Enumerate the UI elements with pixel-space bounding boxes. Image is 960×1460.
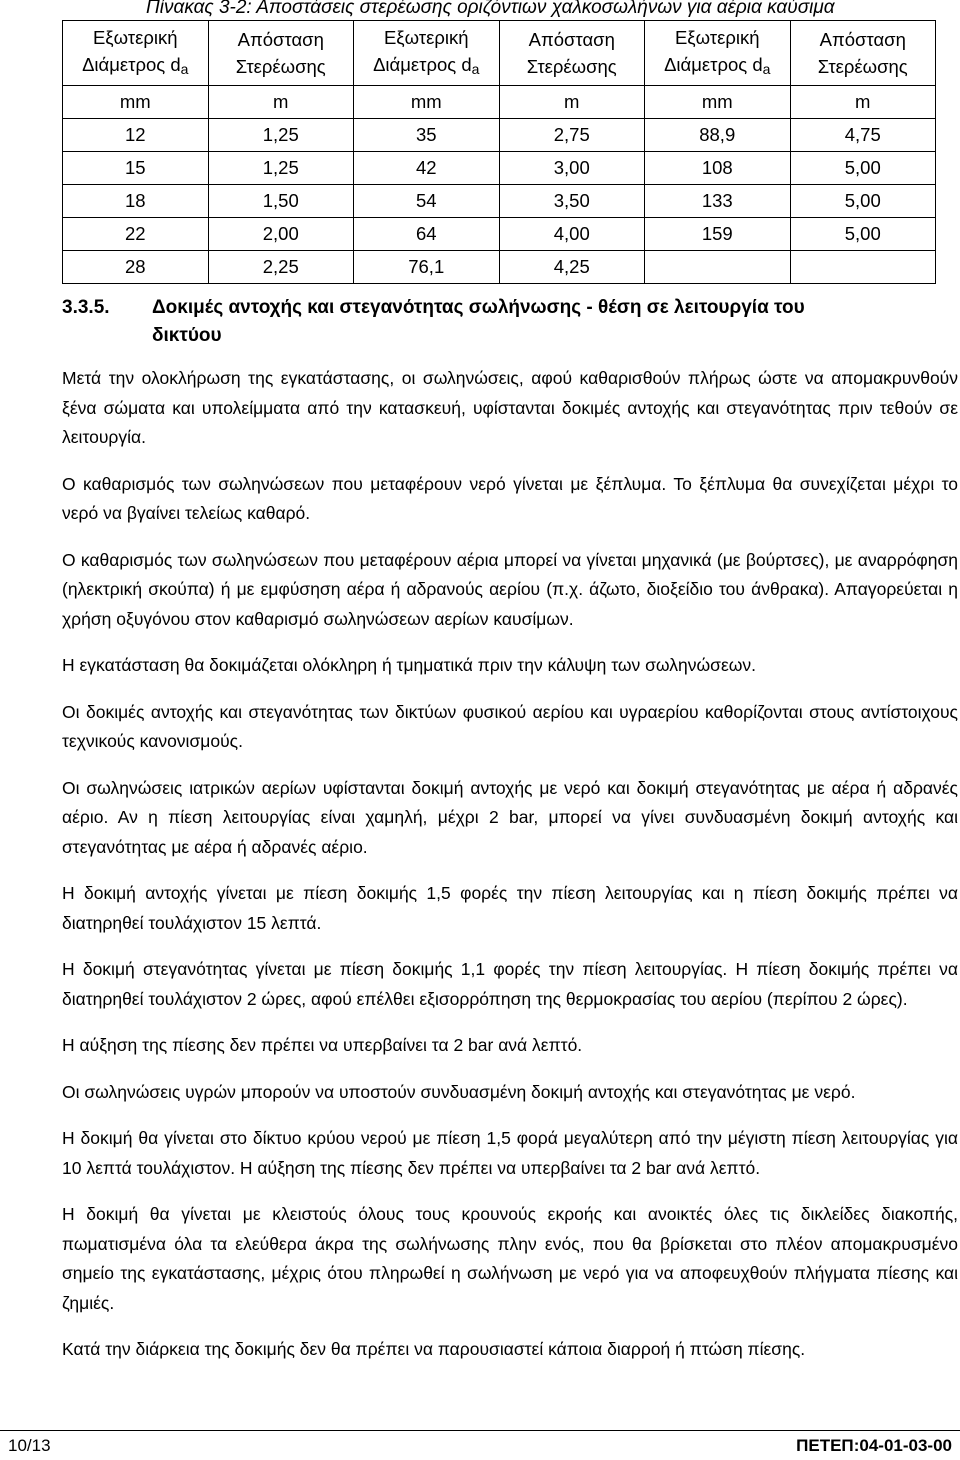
header-line2-text: Διάμετρος d <box>82 53 181 75</box>
document-code: ΠΕΤΕΠ:04-01-03-00 <box>796 1436 952 1455</box>
table-cell <box>790 251 936 284</box>
header-line2 <box>645 51 790 83</box>
paragraph: Η δοκιμή θα γίνεται στο δίκτυο κρύου νερού με πίεση 1,5 φορά μεγαλύτερη από την μέγιστη πίεση λειτουργίας για 10 λεπτά τουλάχιστον. Η αύξηση της πίεσης δεν πρέπει να υπερβαίνει τα 2 bar ανά λεπτό. <box>62 1128 958 1178</box>
table-cell: 5,00 <box>790 218 936 251</box>
paragraph: Ο καθαρισμός των σωληνώσεων που μεταφέρουν αέρια μπορεί να γίνεται μηχανικά (με βούρτσες), με αναρρόφηση (ηλεκτρική σκούπα) ή με εμφύσηση αέρα ή αδρανούς αερίου (π.χ. άζωτο, διοξείδιο του άνθρακα). Απαγορεύεται η χρήση οξυγόνου στον καθαρισμό σωληνώσεων αερίων καυσίμων. <box>62 549 958 629</box>
table-cell: 28 <box>63 251 209 284</box>
paragraph: Η δοκιμή αντοχής γίνεται με πίεση δοκιμής 1,5 φορές την πίεση λειτουργίας και η πίεση δοκιμής πρέπει να διατηρηθεί τουλάχιστον 15 λεπτά. <box>62 883 958 933</box>
header-line1: Εξωτερική <box>383 26 469 48</box>
table-cell: 108 <box>645 152 791 185</box>
table-caption: Πίνακας 3-2: Αποστάσεις στερέωσης οριζόντιων χαλκοσωλήνων για αέρια καύσιμα <box>146 0 835 18</box>
header-line1: Εξωτερική <box>674 26 760 48</box>
table-cell: 18 <box>63 185 209 218</box>
subscript: a <box>180 60 189 77</box>
table-cell: 15 <box>63 152 209 185</box>
header-line2 <box>209 53 354 80</box>
table-cell: 2,75 <box>499 119 645 152</box>
page-number: 10/13 <box>8 1436 51 1455</box>
header-cell <box>63 21 209 86</box>
paragraph: Οι σωληνώσεις ιατρικών αερίων υφίστανται δοκιμή αντοχής με νερό και δοκιμή στεγανότητας με αέρα ή αδρανές αέριο. Αν η πίεση λειτουργίας είναι χαμηλή, μέχρι 2 bar, μπορεί να γίνει συνδυασμένη δοκιμή αντοχής και στεγανότητας με αέρα ή αδρανές αέριο. <box>62 777 958 857</box>
fastening-distance-table <box>62 20 936 284</box>
table-cell: 35 <box>354 119 500 152</box>
header-line2-text: Στερέωσης <box>817 56 908 77</box>
table-cell: 4,25 <box>499 251 645 284</box>
table-row <box>63 185 936 218</box>
header-cell <box>208 21 354 86</box>
table-cell: 88,9 <box>645 119 791 152</box>
table-cell: 3,50 <box>499 185 645 218</box>
footer-divider <box>0 1430 960 1431</box>
table-cell: 4,00 <box>499 218 645 251</box>
header-cell <box>645 21 791 86</box>
unit-cell: mm <box>354 86 500 119</box>
table-cell: 1,25 <box>208 119 354 152</box>
header-line2-text: Διάμετρος d <box>373 53 472 75</box>
header-line1: Απόσταση <box>819 29 906 50</box>
section-heading <box>62 294 936 350</box>
header-line2-text: Διάμετρος d <box>664 53 763 75</box>
paragraph: Η δοκιμή θα γίνεται με κλειστούς όλους τους κρουνούς εκροής και ανοικτές όλες τις δικλείδες διακοπής, πωματισμένα όλα τα ελεύθερα άκρα της σωλήνωσης πλην ενός, που θα βρίσκεται στο πλέον απομακρυσμένο σημείο της εγκατάστασης, μέχρις ότου πληρωθεί η σωλήνωση με νερό για να αποφευχθούν πλήγματα πίεσης και ζημιές. <box>62 1204 958 1313</box>
header-cell <box>790 21 936 86</box>
table-cell: 76,1 <box>354 251 500 284</box>
table-cell: 22 <box>63 218 209 251</box>
header-line2 <box>63 51 208 83</box>
header-cell <box>354 21 500 86</box>
table-cell: 2,25 <box>208 251 354 284</box>
table-cell: 12 <box>63 119 209 152</box>
table-cell: 42 <box>354 152 500 185</box>
header-line2-text: Στερέωσης <box>235 56 326 77</box>
paragraph: Ο καθαρισμός των σωληνώσεων που μεταφέρουν νερό γίνεται με ξέπλυμα. Το ξέπλυμα θα συνεχίζεται μέχρι το νερό να βγαίνει τελείως καθαρό. <box>62 473 958 523</box>
table-header-row <box>63 21 936 86</box>
header-line1: Απόσταση <box>237 29 324 50</box>
table-cell: 133 <box>645 185 791 218</box>
body-text <box>62 364 958 1382</box>
table-row <box>63 152 936 185</box>
table-cell: 54 <box>354 185 500 218</box>
table-row <box>63 218 936 251</box>
table-cell: 5,00 <box>790 152 936 185</box>
section-title-line1: Δοκιμές αντοχής και στεγανότητας σωλήνωσης - θέση σε λειτουργία του <box>152 297 805 318</box>
header-line1: Εξωτερική <box>92 26 178 48</box>
unit-cell: m <box>499 86 645 119</box>
paragraph: Οι σωληνώσεις υγρών μπορούν να υποστούν συνδυασμένη δοκιμή αντοχής και στεγανότητας με νερό. <box>62 1081 856 1102</box>
table-cell: 4,75 <box>790 119 936 152</box>
paragraph: Η αύξηση της πίεσης δεν πρέπει να υπερβαίνει τα 2 bar ανά λεπτό. <box>62 1035 583 1055</box>
header-line2 <box>500 53 645 80</box>
table-cell: 2,00 <box>208 218 354 251</box>
header-line2 <box>791 53 936 80</box>
table-units-row <box>63 86 936 119</box>
subscript: a <box>762 60 771 77</box>
unit-cell: mm <box>63 86 209 119</box>
table-cell: 3,00 <box>499 152 645 185</box>
unit-cell: m <box>208 86 354 119</box>
table-cell: 64 <box>354 218 500 251</box>
header-line2-text: Στερέωσης <box>526 56 617 77</box>
subscript: a <box>471 60 480 77</box>
section-title-line2: δικτύου <box>152 325 222 346</box>
table-row <box>63 119 936 152</box>
table-cell: 159 <box>645 218 791 251</box>
paragraph: Η δοκιμή στεγανότητας γίνεται με πίεση δοκιμής 1,1 φορές την πίεση λειτουργίας. Η πίεση δοκιμής πρέπει να διατηρηθεί τουλάχιστον 2 ώρες, αφού επέλθει εξισορρόπηση της θερμοκρασίας του αερίου (περίπου 2 ώρες). <box>62 959 958 1009</box>
table-cell: 1,50 <box>208 185 354 218</box>
paragraph: Μετά την ολοκλήρωση της εγκατάστασης, οι σωληνώσεις, αφού καθαρισθούν πλήρως ώστε να απομακρυνθούν ξένα σώματα και υπολείμματα από την κατασκευή, υφίστανται δοκιμές αντοχής και στεγανότητας πριν τεθούν σε λειτουργία. <box>62 368 958 447</box>
header-line2 <box>354 51 499 83</box>
paragraph: Κατά την διάρκεια της δοκιμής δεν θα πρέπει να παρουσιαστεί κάποια διαρροή ή πτώση πίεσης. <box>62 1339 806 1359</box>
paragraph: Οι δοκιμές αντοχής και στεγανότητας των δικτύων φυσικού αερίου και υγραερίου καθορίζονται στους αντίστοιχους τεχνικούς κανονισμούς. <box>62 701 958 751</box>
unit-cell: m <box>790 86 936 119</box>
unit-cell: mm <box>645 86 791 119</box>
header-cell <box>499 21 645 86</box>
table-cell: 1,25 <box>208 152 354 185</box>
table-row <box>63 251 936 284</box>
section-number: 3.3.5. <box>62 297 110 318</box>
table-cell <box>645 251 791 284</box>
header-line1: Απόσταση <box>528 29 615 50</box>
table-cell: 5,00 <box>790 185 936 218</box>
paragraph: Η εγκατάσταση θα δοκιμάζεται ολόκληρη ή τμηματικά πριν την κάλυψη των σωληνώσεων. <box>62 655 757 675</box>
